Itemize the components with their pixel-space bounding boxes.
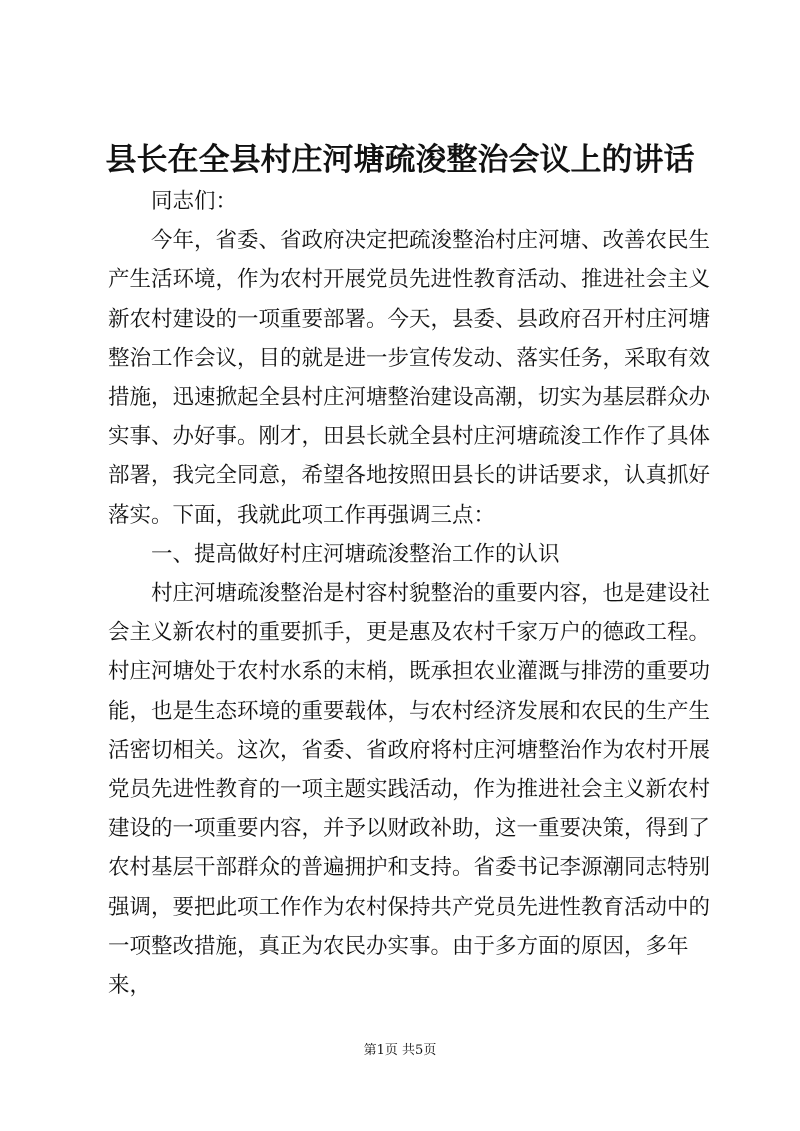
paragraph: 村庄河塘疏浚整治是村容村貌整治的重要内容，也是建设社会主义新农村的重要抓手，更是惠及农村千家万户的德政工程。村庄河塘处于农村水系的末梢，既承担农业灌溉与排涝的重要功能，也是生态环境的重要载体，与农村经济发展和农民的生产生活密切相关。这次，省委、省政府将村庄河塘整治作为农村开展党员先进性教育的一项主题实践活动，作为推进社会主义新农村建设的一项重要内容，并予以财政补助，这一重要决策，得到了农村基层干部群众的普遍拥护和支持。省委书记李源潮同志特别强调，要把此项工作作为农村保持共产党员先进性教育活动中的一项整改措施，真正为农民办实事。由于多方面的原因，多年来， bbox=[108, 581, 711, 999]
greeting: 同志们： bbox=[151, 189, 238, 214]
page-footer: 第1页 共5页 bbox=[363, 1043, 437, 1058]
document-title: 县长在全县村庄河塘疏浚整治会议上的讲话 bbox=[105, 142, 695, 178]
section-heading: 一、提高做好村庄河塘疏浚整治工作的认识 bbox=[151, 541, 560, 567]
paragraph: 今年，省委、省政府决定把疏浚整治村庄河塘、改善农民生产生活环境，作为农村开展党员先进性教育活动、推进社会主义新农村建设的一项重要部署。今天，县委、县政府召开村庄河塘整治工作会议，目的就是进一步宣传发动、落实任务，采取有效措施，迅速掀起全县村庄河塘整治建设高潮，切实为基层群众办实事、办好事。刚才，田县长就全县村庄河塘疏浚工作作了具体部署，我完全同意，希望各地按照田县长的讲话要求，认真抓好落实。下面，我就此项工作再强调三点： bbox=[108, 228, 711, 528]
document-body bbox=[108, 182, 710, 1005]
